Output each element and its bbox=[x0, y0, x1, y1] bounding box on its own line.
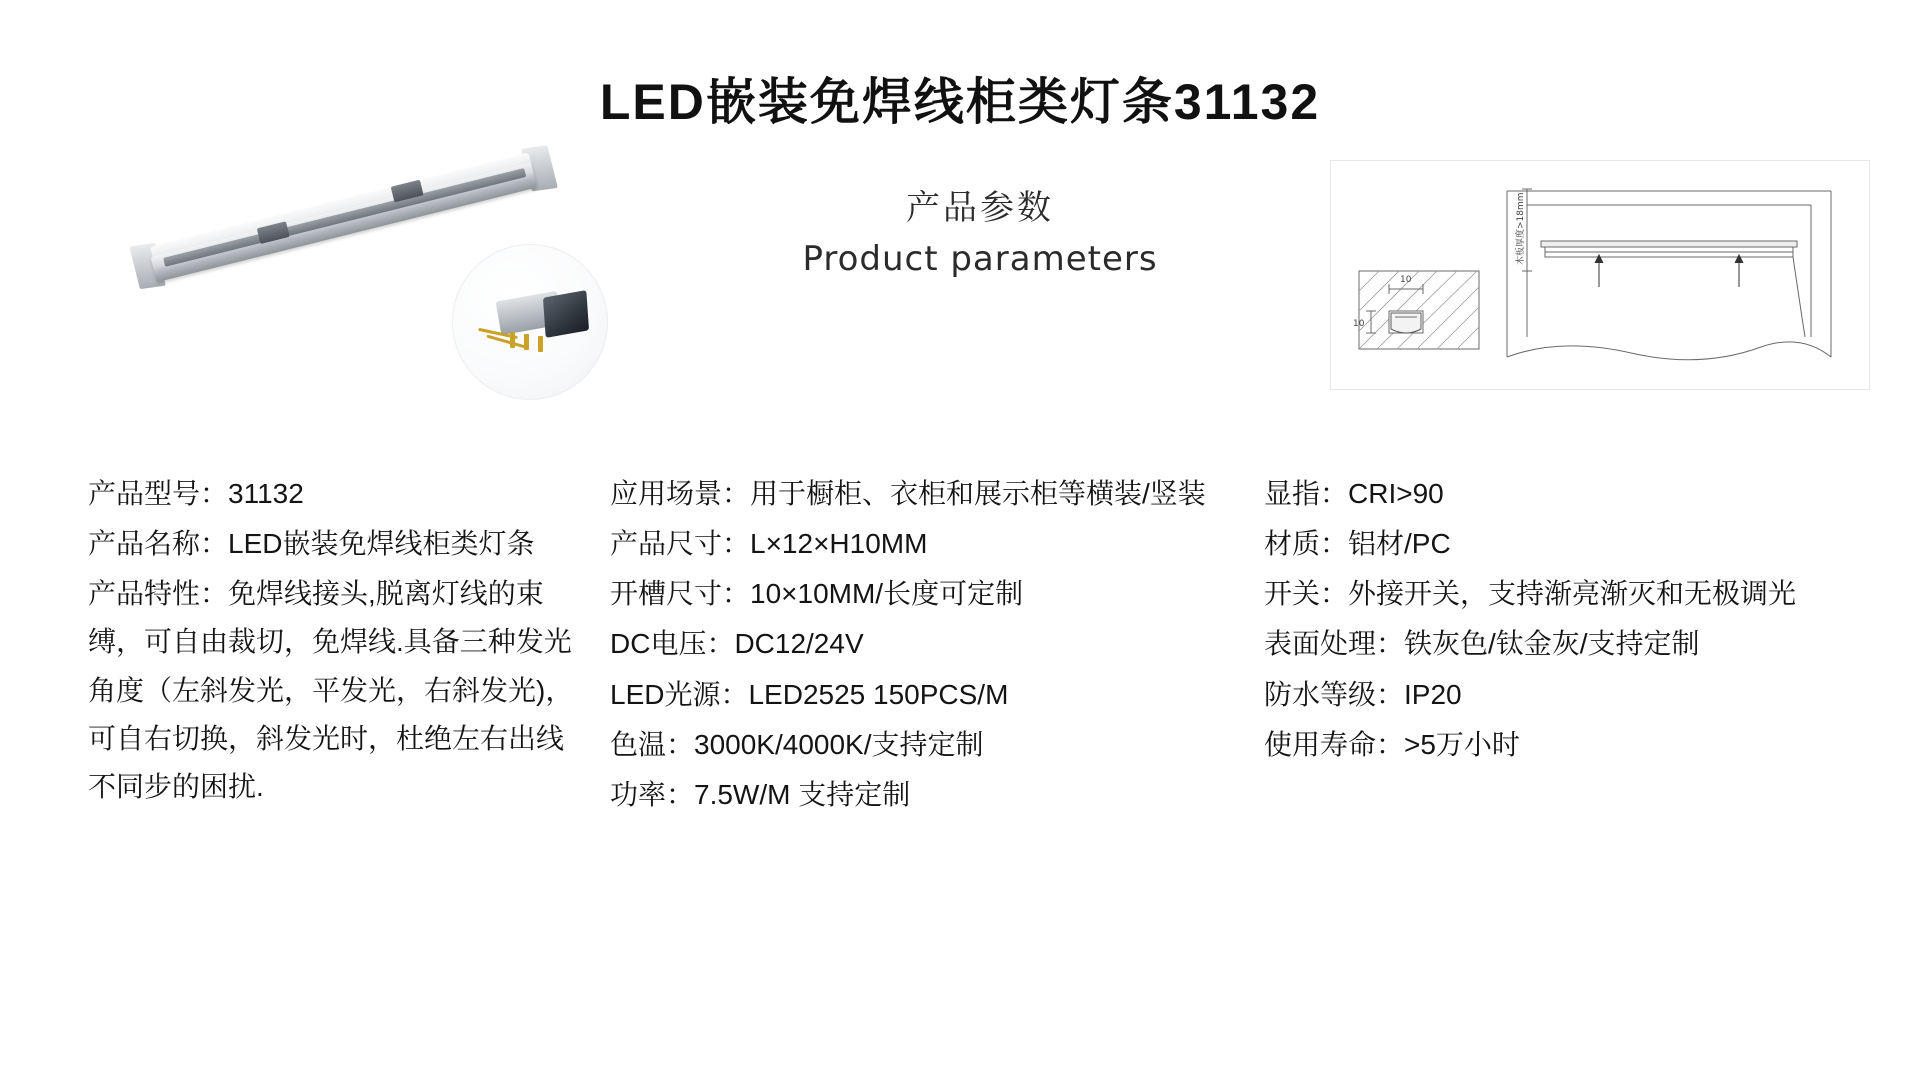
dimension-label-height: 10 bbox=[1353, 319, 1365, 329]
spec-item-model: 产品型号：31132 bbox=[88, 478, 304, 509]
spec-item-surface-finish: 表面处理：铁灰色/钛金灰/支持定制 bbox=[1264, 628, 1700, 660]
spec-columns bbox=[0, 470, 1920, 821]
page-title: LED嵌装免焊线柜类灯条31132 bbox=[599, 74, 1321, 130]
spec-item-led-source: LED光源：LED2525 150PCS/M bbox=[610, 678, 1009, 710]
connector-pin bbox=[524, 334, 529, 350]
spec-column-middle bbox=[600, 470, 1240, 821]
spec-item-application: 应用场景：用于橱柜、衣柜和展示柜等横装/竖装 bbox=[610, 478, 1206, 509]
heading-english: Product parameters bbox=[802, 239, 1158, 279]
spec-item-color-temperature: 色温：3000K/4000K/支持定制 bbox=[610, 728, 984, 760]
product-photo bbox=[140, 170, 610, 400]
spec-item-cri: 显指：CRI>90 bbox=[1264, 478, 1444, 509]
strip-inner-channel bbox=[163, 168, 526, 267]
connector-end-cap bbox=[543, 290, 589, 338]
heading-chinese: 产品参数 bbox=[906, 189, 1054, 227]
spec-item-groove-size: 开槽尺寸：10×10MM/长度可定制 bbox=[610, 578, 1024, 610]
spec-item-power: 功率：7.5W/M 支持定制 bbox=[610, 778, 911, 810]
installation-technical-drawing bbox=[1330, 160, 1870, 390]
spec-item-material: 材质：铝材/PC bbox=[1264, 528, 1451, 560]
connector-pin bbox=[510, 332, 515, 348]
spec-item-switch: 开关：外接开关，支持渐亮渐灭和无极调光 bbox=[1264, 578, 1797, 610]
dimension-label-width: 10 bbox=[1400, 275, 1412, 285]
spec-item-ip-rating: 防水等级：IP20 bbox=[1264, 678, 1462, 710]
connector-detail-bubble bbox=[452, 244, 608, 400]
spec-column-left bbox=[0, 470, 600, 821]
media-row bbox=[0, 160, 1920, 420]
spec-item-dimensions: 产品尺寸：L×12×H10MM bbox=[610, 528, 928, 560]
spec-item-lifespan: 使用寿命：>5万小时 bbox=[1264, 728, 1520, 760]
dimension-label-depth: 木板厚度>18mm bbox=[1516, 192, 1526, 265]
spec-item-features: 产品特性：免焊线接头,脱离灯线的束缚，可自由裁切，免焊线.具备三种发光角度（左斜发光，平发光，右斜发光)，可自右切换，斜发光时，杜绝左右出线不同步的困扰. bbox=[88, 578, 574, 802]
connector-pin bbox=[538, 336, 543, 352]
spec-column-right bbox=[1240, 470, 1880, 821]
spec-item-name: 产品名称：LED嵌装免焊线柜类灯条 bbox=[88, 528, 535, 560]
product-parameters-heading bbox=[700, 180, 1260, 279]
spec-item-voltage: DC电压：DC12/24V bbox=[610, 628, 864, 660]
